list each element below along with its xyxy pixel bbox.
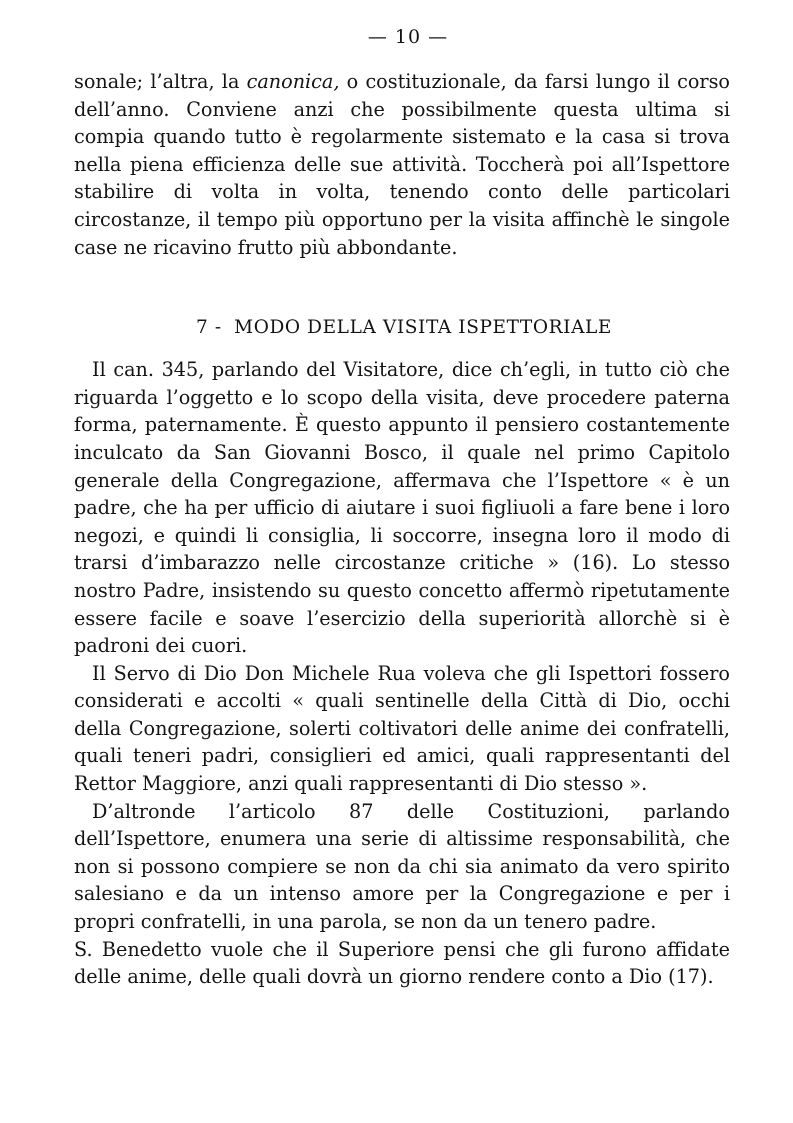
section-heading — [74, 317, 730, 338]
paragraph-san-benedetto: S. Benedetto vuole che il Superiore pensi che gli furono affidate delle anime, delle quali dovrà un giorno rendere conto a Dio (17). — [74, 937, 730, 989]
document-page — [74, 26, 730, 991]
section-number: 7 - — [195, 317, 222, 339]
section-title: MODO DELLA VISITA ISPETTORIALE — [234, 317, 613, 339]
paragraph-1-start: sonale; l’altra, la — [74, 70, 247, 93]
paragraph-1-rest: o costituzionale, da farsi lungo il corso dell’anno. Conviene anzi che possibilmente questa ultima si compia quando tutto è regolarmente sistemato e la casa si trova nella piena efficienza delle sue attività. Toccherà poi all’Ispettore stabilire di volta in volta, tenendo conto delle particolari circostanze, il tempo più opportuno per la visita affinchè le singole case ne ricavino frutto più abbondante. — [74, 70, 730, 259]
italic-term: canonica, — [246, 70, 340, 93]
paragraph-visitatore: Il can. 345, parlando del Visitatore, dice ch’egli, in tutto ciò che riguarda l’oggetto e lo scopo della visita, deve procedere paterna forma, paternamente. È questo appunto il pensiero costantemente inculcato da San Giovanni Bosco, il quale nel primo Capitolo generale della Congregazione, affermava che l’Ispettore « è un padre, che ha per ufficio di aiutare i suoi figliuoli a fare bene i loro negozi, e quindi li consiglia, li soccorre, insegna loro il modo di trarsi d’imbarazzo nelle circostanze critiche » (16). Lo stesso nostro Padre, insistendo su questo concetto affermò ripetutamente essere facile e soave l’esercizio della superiorità allorchè si è padroni dei cuori. — [74, 358, 730, 658]
paragraph-continuation — [74, 68, 730, 261]
page-number: — 10 — — [367, 26, 449, 48]
paragraph-don-rua: Il Servo di Dio Don Michele Rua voleva che gli Ispettori fossero considerati e accolti « quali sentinelle della Città di Dio, occhi della Congregazione, solerti coltivatori delle anime dei confratelli, quali teneri padri, consiglieri ed amici, quali rappresentanti del Rettor Maggiore, anzi quali rappresentanti di Dio stesso ». — [74, 661, 730, 796]
paragraph-costituzioni: D’altronde l’articolo 87 delle Costituzioni, parlando dell’Ispettore, enumera una serie di altissime responsabilità, che non si possono compiere se non da chi sia animato da vero spirito salesiano e da un intenso amore per la Congregazione e per i propri confratelli, in una parola, se non da un tenero padre. — [74, 799, 730, 934]
